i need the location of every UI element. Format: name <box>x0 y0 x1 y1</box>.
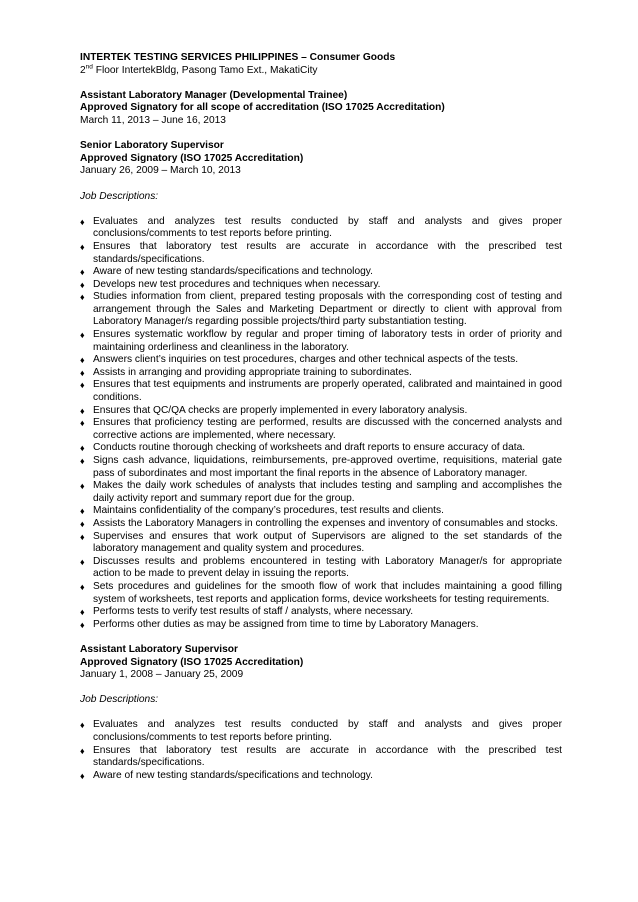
bullet-text: Aware of new testing standards/specifications and technology. <box>93 266 373 278</box>
bullet-item <box>80 291 562 329</box>
bullet-text: Supervises and ensures that work output of Supervisors are aligned to the set standards of the laboratory management and quality system and procedures. <box>93 530 562 555</box>
bullet-item <box>80 581 562 606</box>
bullet-text: Answers client’s inquiries on test procedures, charges and other technical aspects of the tests. <box>93 354 519 366</box>
diamond-bullet-icon: ♦ <box>80 531 85 542</box>
company-address: 2nd Floor IntertekBldg, Pasong Tamo Ext., MakatiCity <box>80 63 318 76</box>
bullet-text: Makes the daily work schedules of analysts that includes testing and sampling and accomplishes the daily activity report and summary report due for the group. <box>93 480 562 504</box>
role2-job-descriptions-label: Job Descriptions: <box>80 190 159 202</box>
bullet-item <box>80 279 562 292</box>
diamond-bullet-icon: ♦ <box>80 556 85 567</box>
diamond-bullet-icon: ♦ <box>80 619 85 630</box>
diamond-bullet-icon: ♦ <box>80 216 85 227</box>
bullet-item <box>80 619 562 632</box>
diamond-bullet-icon: ♦ <box>80 292 85 303</box>
diamond-bullet-icon: ♦ <box>80 443 85 454</box>
bullet-item <box>80 770 562 783</box>
diamond-bullet-icon: ♦ <box>80 380 85 391</box>
bullet-item <box>80 719 562 744</box>
diamond-bullet-icon: ♦ <box>80 267 85 278</box>
company-name: INTERTEK TESTING SERVICES PHILIPPINES – Consumer Goods <box>80 52 396 63</box>
diamond-bullet-icon: ♦ <box>80 355 85 366</box>
role1-dates: March 11, 2013 – June 16, 2013 <box>80 114 226 126</box>
bullet-text: Assists the Laboratory Managers in controlling the expenses and inventory of consumables and stocks. <box>93 517 558 529</box>
bullet-item <box>80 354 562 367</box>
role1-title: Assistant Laboratory Manager (Developmental Trainee) <box>80 89 348 101</box>
bullet-item <box>80 518 562 531</box>
bullet-item <box>80 241 562 266</box>
diamond-bullet-icon: ♦ <box>80 518 85 529</box>
bullet-text: Assists in arranging and providing appropriate training to subordinates. <box>93 366 412 378</box>
bullet-text: Maintains confidentiality of the company’s procedures, test results and clients. <box>93 505 444 517</box>
bullet-item <box>80 266 562 279</box>
bullet-text: Sets procedures and guidelines for the smooth flow of work that includes maintaining a good filling system of worksheets, test reports and application forms, device worksheets for testing requirements. <box>93 580 562 605</box>
resume-page <box>80 52 562 782</box>
diamond-bullet-icon: ♦ <box>80 581 85 592</box>
bullet-text: Studies information from client, prepared testing proposals with the corresponding cost of testing and arrangement through the Sales and Marketing Department or directly to client with approval from Laboratory Manager/s regarding possible projects/third party substantiation testing. <box>93 291 562 328</box>
diamond-bullet-icon: ♦ <box>80 720 85 731</box>
bullet-text: Ensures systematic workflow by regular and proper timing of laboratory tests in order of priority and maintaining orderliness and cleanliness in the laboratory. <box>93 329 562 353</box>
role3-title: Assistant Laboratory Supervisor <box>80 643 238 655</box>
role1-subtitle: Approved Signatory for all scope of accreditation (ISO 17025 Accreditation) <box>80 102 445 114</box>
diamond-bullet-icon: ♦ <box>80 418 85 429</box>
bullet-text: Develops new test procedures and techniques when necessary. <box>93 278 381 290</box>
bullet-item <box>80 329 562 354</box>
role2-title: Senior Laboratory Supervisor <box>80 140 224 152</box>
bullet-item <box>80 216 562 241</box>
bullet-item <box>80 505 562 518</box>
bullet-text: Evaluates and analyzes test results conducted by staff and analysts and gives proper conclusions/comments to test reports before printing. <box>93 215 562 240</box>
bullet-text: Signs cash advance, liquidations, reimbursements, pre-approved overtime, requisitions, material gate pass of subordinates and most important the final reports in the absence of Laboratory manager. <box>93 455 562 479</box>
bullet-item <box>80 606 562 619</box>
role2-subtitle: Approved Signatory (ISO 17025 Accreditation) <box>80 152 304 164</box>
diamond-bullet-icon: ♦ <box>80 506 85 517</box>
role3-subtitle: Approved Signatory (ISO 17025 Accreditation) <box>80 656 304 668</box>
role3-bullet-list <box>80 719 562 782</box>
diamond-bullet-icon: ♦ <box>80 405 85 416</box>
bullet-item <box>80 405 562 418</box>
bullet-text: Ensures that laboratory test results are accurate in accordance with the prescribed test standards/specifications. <box>93 744 562 769</box>
bullet-item <box>80 379 562 404</box>
bullet-item <box>80 367 562 380</box>
bullet-text: Performs other duties as may be assigned from time to time by Laboratory Managers. <box>93 618 479 630</box>
diamond-bullet-icon: ♦ <box>80 330 85 341</box>
bullet-text: Performs tests to verify test results of staff / analysts, where necessary. <box>93 606 414 618</box>
diamond-bullet-icon: ♦ <box>80 745 85 756</box>
bullet-text: Ensures that QC/QA checks are properly implemented in every laboratory analysis. <box>93 404 468 416</box>
diamond-bullet-icon: ♦ <box>80 279 85 290</box>
diamond-bullet-icon: ♦ <box>80 481 85 492</box>
diamond-bullet-icon: ♦ <box>80 456 85 466</box>
diamond-bullet-icon: ♦ <box>80 607 85 618</box>
bullet-text: Ensures that test equipments and instruments are properly operated, calibrated and maintained in good conditions. <box>93 379 562 404</box>
bullet-text: Evaluates and analyzes test results conducted by staff and analysts and gives proper conclusions/comments to test reports before printing. <box>93 719 562 744</box>
diamond-bullet-icon: ♦ <box>80 367 85 378</box>
bullet-item <box>80 531 562 556</box>
bullet-text: Aware of new testing standards/specifications and technology. <box>93 769 373 781</box>
bullet-text: Discusses results and problems encountered in testing with Laboratory Manager/s for appropriate action to be made to prevent delay in issuing the reports. <box>93 555 562 580</box>
role3-dates: January 1, 2008 – January 25, 2009 <box>80 669 244 681</box>
diamond-bullet-icon: ♦ <box>80 241 85 252</box>
bullet-item <box>80 455 562 480</box>
bullet-item <box>80 745 562 770</box>
diamond-bullet-icon: ♦ <box>80 770 85 781</box>
bullet-text: Ensures that proficiency testing are performed, results are discussed with the concerned analysts and corrective actions are implemented, where necessary. <box>93 417 562 441</box>
bullet-item <box>80 480 562 505</box>
role3-job-descriptions-label: Job Descriptions: <box>80 694 159 706</box>
bullet-text: Conducts routine thorough checking of worksheets and draft reports to ensure accuracy of data. <box>93 442 526 454</box>
role2-dates: January 26, 2009 – March 10, 2013 <box>80 165 241 177</box>
bullet-text: Ensures that laboratory test results are accurate in accordance with the prescribed test standards/specifications. <box>93 240 562 265</box>
role2-bullet-list <box>80 216 562 632</box>
bullet-item <box>80 442 562 455</box>
bullet-item <box>80 417 562 442</box>
bullet-item <box>80 556 562 581</box>
